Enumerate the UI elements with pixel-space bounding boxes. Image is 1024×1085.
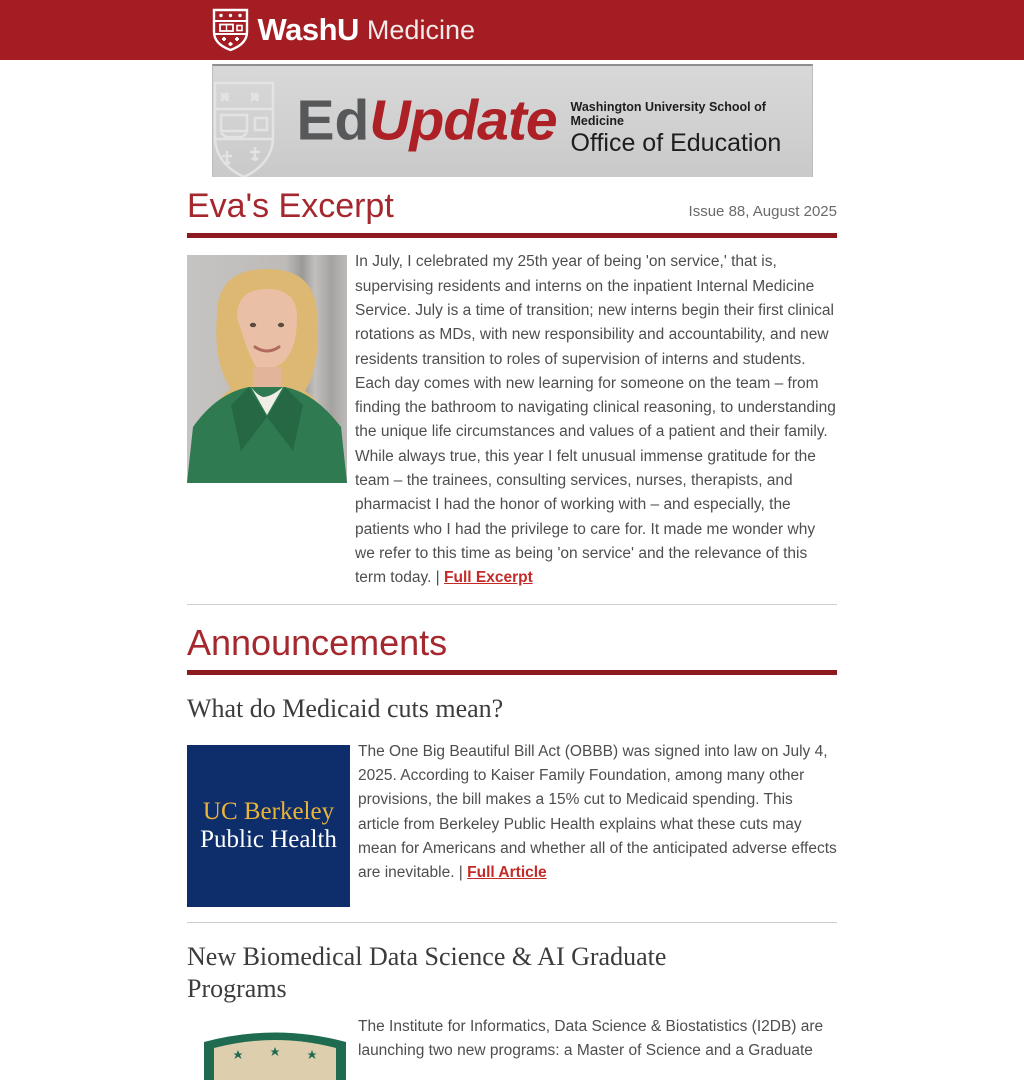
edupdate-title-ed: Ed bbox=[296, 88, 370, 153]
header-logo-group bbox=[212, 0, 813, 60]
washu-wordmark: WashU bbox=[257, 12, 359, 47]
school-name: Washington University School of Medicine bbox=[570, 100, 766, 128]
medicaid-paragraph bbox=[358, 740, 837, 907]
masthead-org-block bbox=[571, 100, 812, 158]
article-heading-data-science: New Biomedical Data Science & AI Graduate Programs bbox=[187, 941, 667, 1004]
washu-shield-icon bbox=[212, 8, 249, 52]
full-excerpt-link[interactable]: Full Excerpt bbox=[444, 569, 533, 587]
divider bbox=[187, 922, 837, 923]
issue-label: Issue 88, August 2025 bbox=[688, 203, 837, 221]
data-science-paragraph bbox=[358, 1015, 837, 1085]
i2db-crest-icon bbox=[200, 1020, 350, 1080]
article-row-medicaid bbox=[187, 742, 837, 907]
article-row-data-science bbox=[187, 1017, 837, 1085]
uc-berkeley-public-health-logo bbox=[187, 745, 350, 907]
section-rule bbox=[187, 670, 837, 675]
data-science-text: The Institute for Informatics, Data Science & Biostatistics (I2DB) are launching two new programs: a Master of Science and a Graduate bbox=[358, 1017, 824, 1059]
uc-berkeley-logo-line2: Public Health bbox=[200, 825, 337, 853]
uc-berkeley-logo-line1: UC Berkeley bbox=[202, 797, 335, 825]
divider bbox=[187, 604, 837, 605]
eva-portrait-photo bbox=[187, 255, 347, 483]
washu-medicine-header-bar bbox=[0, 0, 1024, 60]
edupdate-title-update: Update bbox=[369, 88, 557, 153]
newsletter-body bbox=[187, 188, 837, 1085]
eva-excerpt-row bbox=[187, 255, 837, 590]
office-name: Office of Education bbox=[570, 129, 782, 157]
i2db-crest-wrap bbox=[187, 1020, 350, 1085]
medicaid-text: The One Big Beautiful Bill Act (OBBB) was signed into law on July 4, 2025. According to Kaiser Family Foundation, among many other provisions, the bill makes a 15% cut to Medicaid spending. This article from Berkeley Public Health explains what these cuts may mean for Americans and whether all of the anticipated adverse effects are inevitable. | bbox=[358, 742, 837, 882]
full-article-link[interactable]: Full Article bbox=[467, 864, 547, 882]
section-rule bbox=[187, 233, 837, 238]
announcements-title: Announcements bbox=[187, 621, 448, 663]
medicine-wordmark: Medicine bbox=[366, 14, 475, 45]
eva-section-header bbox=[187, 188, 837, 225]
eva-excerpt-paragraph bbox=[355, 250, 837, 590]
eva-excerpt-title: Eva's Excerpt bbox=[187, 187, 394, 225]
edupdate-title bbox=[297, 87, 557, 153]
edupdate-masthead-banner bbox=[212, 64, 813, 177]
eva-excerpt-text: In July, I celebrated my 25th year of being 'on service,' that is, supervising residents and interns on the inpatient Internal Medicine Service. July is a time of transition; new interns begin their first clinical rotations as MDs, with new responsibility and accountability, and new residents transition to roles of supervision of interns and students. Each day comes with new learning for someone on the team – from finding the bathroom to navigating clinical reasoning, to understanding the unique life circumstances and values of a patient and their family. While always true, this year I felt unusual immense gratitude for the team – the trainees, consulting services, nurses, therapists, and pharmacist I had the honor of working with – and especially, the patients who I had the privilege to care for. It made me wonder why we refer to this time as being 'on service' and the relevance of this term today. | bbox=[355, 253, 836, 587]
article-heading-medicaid: What do Medicaid cuts mean? bbox=[187, 694, 504, 724]
shield-watermark-icon bbox=[213, 81, 277, 177]
